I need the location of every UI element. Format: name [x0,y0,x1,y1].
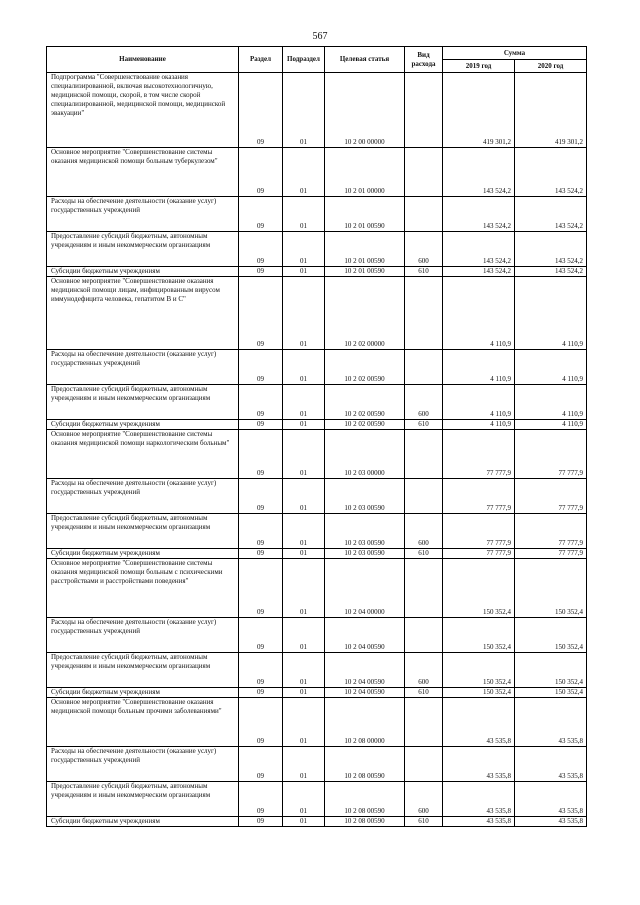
table-cell-expense [405,277,443,350]
table-cell-2019: 143 524,2 [443,232,515,267]
table-cell-subsection: 01 [283,232,325,267]
table-cell-name: Расходы на обеспечение деятельности (оказание услуг) государственных учреждений [47,479,239,514]
table-cell-target: 10 2 01 00590 [325,267,405,277]
table-cell-2019: 43 535,8 [443,817,515,827]
table-cell-expense: 610 [405,549,443,559]
table-cell-section: 09 [239,385,283,420]
table-cell-2019: 77 777,9 [443,479,515,514]
table-cell-subsection: 01 [283,267,325,277]
table-cell-2019: 4 110,9 [443,385,515,420]
table-cell-2020: 150 352,4 [515,618,587,653]
table-cell-subsection: 01 [283,350,325,385]
table-cell-subsection: 01 [283,479,325,514]
table-cell-name: Предоставление субсидий бюджетным, автономным учреждениям и иным некоммерческим организациям [47,385,239,420]
table-row [47,479,587,514]
table-cell-expense [405,559,443,618]
table-cell-expense [405,430,443,479]
table-cell-2020: 43 535,8 [515,747,587,782]
table-row [47,277,587,350]
table-cell-section: 09 [239,549,283,559]
table-cell-2019: 143 524,2 [443,148,515,197]
table-cell-2020: 143 524,2 [515,267,587,277]
table-row [47,73,587,148]
header-target: Целевая статья [325,47,405,73]
table-cell-2019: 4 110,9 [443,420,515,430]
table-cell-section: 09 [239,430,283,479]
table-cell-name: Субсидии бюджетным учреждениям [47,817,239,827]
budget-table [46,46,587,827]
table-cell-subsection: 01 [283,514,325,549]
table-cell-subsection: 01 [283,385,325,420]
table-cell-section: 09 [239,420,283,430]
table-cell-name: Основное мероприятие "Совершенствование оказания медицинской помощи лицам, инфицированным вирусом иммунодефицита человека, гепатитом B и C" [47,277,239,350]
table-cell-subsection: 01 [283,73,325,148]
table-row [47,698,587,747]
table-cell-expense: 600 [405,782,443,817]
table-cell-2019: 143 524,2 [443,267,515,277]
table-cell-section: 09 [239,267,283,277]
table-cell-target: 10 2 04 00590 [325,618,405,653]
table-cell-section: 09 [239,782,283,817]
table-cell-name: Основное мероприятие "Совершенствование системы оказания медицинской помощи наркологическим больным" [47,430,239,479]
table-cell-name: Основное мероприятие "Совершенствование системы оказания медицинской помощи больным с психическими расстройствами и расстройствами поведения" [47,559,239,618]
table-cell-name: Расходы на обеспечение деятельности (оказание услуг) государственных учреждений [47,747,239,782]
header-2020: 2020 год [515,60,587,73]
table-cell-expense: 610 [405,688,443,698]
table-row [47,267,587,277]
table-cell-target: 10 2 02 00590 [325,385,405,420]
table-cell-target: 10 2 03 00000 [325,430,405,479]
table-row [47,430,587,479]
table-row [47,148,587,197]
table-row [47,197,587,232]
table-cell-section: 09 [239,618,283,653]
table-cell-name: Основное мероприятие "Совершенствование оказания медицинской помощи больным прочими заболеваниями" [47,698,239,747]
table-cell-name: Расходы на обеспечение деятельности (оказание услуг) государственных учреждений [47,197,239,232]
table-cell-2019: 43 535,8 [443,782,515,817]
table-cell-subsection: 01 [283,430,325,479]
table-cell-2019: 77 777,9 [443,549,515,559]
table-cell-2019: 419 301,2 [443,73,515,148]
table-body [47,73,587,827]
table-cell-expense [405,618,443,653]
table-row [47,747,587,782]
table-cell-expense: 600 [405,653,443,688]
table-header [47,47,587,73]
table-row [47,350,587,385]
table-cell-subsection: 01 [283,420,325,430]
table-cell-2019: 4 110,9 [443,350,515,385]
table-cell-target: 10 2 02 00590 [325,420,405,430]
table-cell-section: 09 [239,148,283,197]
table-cell-subsection: 01 [283,747,325,782]
table-cell-2020: 150 352,4 [515,559,587,618]
table-cell-2019: 143 524,2 [443,197,515,232]
table-row [47,385,587,420]
table-cell-expense: 610 [405,420,443,430]
page-number: 567 [312,31,328,42]
table-cell-section: 09 [239,232,283,267]
table-cell-expense [405,197,443,232]
table-cell-target: 10 2 08 00590 [325,817,405,827]
table-cell-2020: 77 777,9 [515,479,587,514]
header-subsection: Подраздел [283,47,325,73]
table-cell-section: 09 [239,350,283,385]
table-cell-target: 10 2 08 00590 [325,747,405,782]
table-row [47,232,587,267]
table-cell-section: 09 [239,698,283,747]
table-row [47,688,587,698]
table-cell-name: Субсидии бюджетным учреждениям [47,267,239,277]
table-row [47,653,587,688]
table-cell-2019: 150 352,4 [443,653,515,688]
table-cell-section: 09 [239,559,283,618]
table-cell-name: Субсидии бюджетным учреждениям [47,688,239,698]
table-cell-expense [405,73,443,148]
table-cell-subsection: 01 [283,618,325,653]
table-cell-2020: 4 110,9 [515,420,587,430]
table-cell-target: 10 2 04 00590 [325,688,405,698]
table-cell-2019: 77 777,9 [443,430,515,479]
table-cell-subsection: 01 [283,277,325,350]
table-cell-2020: 77 777,9 [515,549,587,559]
table-cell-name: Предоставление субсидий бюджетным, автономным учреждениям и иным некоммерческим организациям [47,653,239,688]
table-row [47,817,587,827]
table-cell-2019: 150 352,4 [443,559,515,618]
table-cell-2020: 77 777,9 [515,430,587,479]
table-cell-2019: 4 110,9 [443,277,515,350]
table-cell-subsection: 01 [283,549,325,559]
table-cell-name: Предоставление субсидий бюджетным, автономным учреждениям и иным некоммерческим организациям [47,232,239,267]
table-cell-target: 10 2 02 00000 [325,277,405,350]
table-cell-subsection: 01 [283,653,325,688]
table-cell-2020: 43 535,8 [515,817,587,827]
table-cell-target: 10 2 00 00000 [325,73,405,148]
table-cell-target: 10 2 01 00590 [325,232,405,267]
table-cell-section: 09 [239,514,283,549]
header-expense: Вид расхода [405,47,443,73]
table-cell-2020: 419 301,2 [515,73,587,148]
table-cell-2019: 43 535,8 [443,747,515,782]
table-cell-target: 10 2 03 00590 [325,549,405,559]
table-cell-2020: 150 352,4 [515,688,587,698]
table-cell-section: 09 [239,73,283,148]
table-cell-expense [405,350,443,385]
table-cell-2019: 43 535,8 [443,698,515,747]
table-row [47,420,587,430]
table-cell-2020: 77 777,9 [515,514,587,549]
table-cell-target: 10 2 04 00590 [325,653,405,688]
table-cell-name: Расходы на обеспечение деятельности (оказание услуг) государственных учреждений [47,618,239,653]
table-cell-target: 10 2 01 00590 [325,197,405,232]
table-cell-2020: 143 524,2 [515,148,587,197]
table-cell-section: 09 [239,653,283,688]
table-cell-name: Подпрограмма "Совершенствование оказания специализированной, включая высокотехнологичную, медицинской помощи, скорой, в том числе скорой специализированной, медицинской помощи, медицинской эвакуации" [47,73,239,148]
table-cell-section: 09 [239,747,283,782]
header-2019: 2019 год [443,60,515,73]
table-row [47,514,587,549]
table-cell-name: Основное мероприятие "Совершенствование системы оказания медицинской помощи больным туберкулезом" [47,148,239,197]
table-cell-name: Предоставление субсидий бюджетным, автономным учреждениям и иным некоммерческим организациям [47,514,239,549]
header-sum: Сумма [443,47,587,60]
table-cell-target: 10 2 01 00000 [325,148,405,197]
table-cell-expense [405,747,443,782]
table-cell-2020: 4 110,9 [515,277,587,350]
table-cell-section: 09 [239,277,283,350]
table-row [47,549,587,559]
table-cell-subsection: 01 [283,698,325,747]
table-cell-expense: 610 [405,817,443,827]
table-cell-target: 10 2 03 00590 [325,479,405,514]
table-cell-subsection: 01 [283,559,325,618]
table-cell-2020: 143 524,2 [515,197,587,232]
table-cell-2019: 150 352,4 [443,688,515,698]
table-cell-2020: 4 110,9 [515,350,587,385]
table-cell-2020: 4 110,9 [515,385,587,420]
table-cell-expense: 610 [405,267,443,277]
table-cell-target: 10 2 02 00590 [325,350,405,385]
table-row [47,782,587,817]
header-name: Наименование [47,47,239,73]
table-row [47,559,587,618]
table-cell-name: Субсидии бюджетным учреждениям [47,549,239,559]
table-cell-section: 09 [239,197,283,232]
table-cell-subsection: 01 [283,688,325,698]
table-cell-2019: 77 777,9 [443,514,515,549]
table-cell-target: 10 2 03 00590 [325,514,405,549]
table-cell-target: 10 2 04 00000 [325,559,405,618]
table-cell-section: 09 [239,817,283,827]
table-cell-2020: 43 535,8 [515,698,587,747]
table-cell-2019: 150 352,4 [443,618,515,653]
table-cell-name: Расходы на обеспечение деятельности (оказание услуг) государственных учреждений [47,350,239,385]
table-cell-target: 10 2 08 00000 [325,698,405,747]
table-cell-expense [405,148,443,197]
table-cell-subsection: 01 [283,148,325,197]
header-section: Раздел [239,47,283,73]
table-cell-expense [405,479,443,514]
table-cell-name: Предоставление субсидий бюджетным, автономным учреждениям и иным некоммерческим организациям [47,782,239,817]
table-cell-target: 10 2 08 00590 [325,782,405,817]
table-cell-expense: 600 [405,514,443,549]
table-cell-subsection: 01 [283,782,325,817]
table-cell-subsection: 01 [283,197,325,232]
table-cell-2020: 150 352,4 [515,653,587,688]
table-cell-section: 09 [239,688,283,698]
table-cell-expense [405,698,443,747]
table-cell-2020: 43 535,8 [515,782,587,817]
table-cell-expense: 600 [405,232,443,267]
table-cell-subsection: 01 [283,817,325,827]
table-cell-name: Субсидии бюджетным учреждениям [47,420,239,430]
table-cell-2020: 143 524,2 [515,232,587,267]
table-row [47,618,587,653]
table-cell-section: 09 [239,479,283,514]
table-cell-expense: 600 [405,385,443,420]
